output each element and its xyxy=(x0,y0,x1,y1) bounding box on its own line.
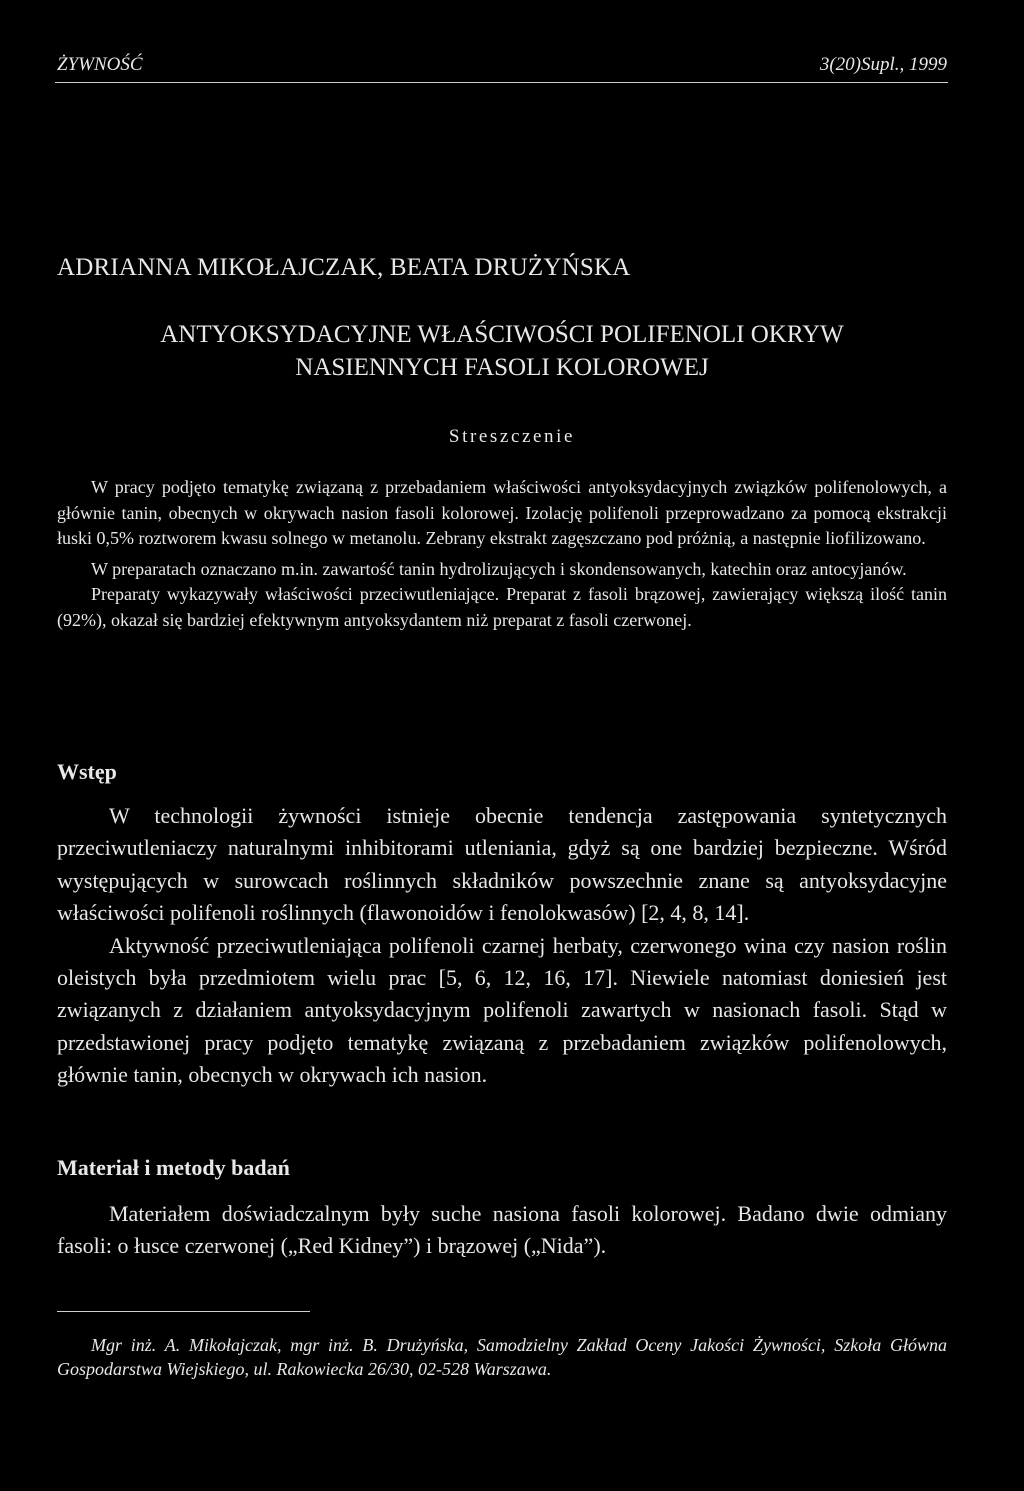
author-footnote xyxy=(57,1333,947,1381)
abstract-paragraph: W preparatach oznaczano m.in. zawartość tanin hydrolizujących i skondensowanych, katechin oraz antocyjanów. xyxy=(91,558,907,579)
abstract-paragraph: Preparaty wykazywały właściwości przeciwutleniające. Preparat z fasoli brązowej, zawierający większą ilość tanin (92%), okazał się bardziej efektywnym antyoksydantem niż preparat z fasoli czerwonej. xyxy=(57,584,947,630)
footnote-text: Mgr inż. A. Mikołajczak, mgr inż. B. Drużyńska, Samodzielny Zakład Oceny Jakości Żywności, Szkoła Główna Gospodarstwa Wiejskiego, ul. Rakowiecka 26/30, 02-528 Warszawa. xyxy=(57,1335,947,1379)
abstract-paragraph: W pracy podjęto tematykę związaną z przebadaniem właściwości antyoksydacyjnych związków polifenolowych, a głównie tanin, obecnych w okrywach nasion fasoli kolorowej. Izolację polifenoli przeprowadzano za pomocą ekstrakcji łuski 0,5% roztworem kwasu solnego w metanolu. Zebrany ekstrakt zagęszczano pod próżnią, a następnie liofilizowano. xyxy=(57,477,947,549)
issue-info: 3(20)Supl., 1999 xyxy=(819,54,947,75)
authors: ADRIANNA MIKOŁAJCZAK, BEATA DRUŻYŃSKA xyxy=(57,254,631,281)
intro-body xyxy=(57,800,947,1092)
abstract xyxy=(57,475,947,634)
body-paragraph: W technologii żywności istnieje obecnie tendencja zastępowania syntetycznych przeciwutleniaczy naturalnymi inhibitorami utleniania, gdyż są one bardziej bezpieczne. Wśród występujących w surowcach roślinnych składników powszechnie znane są antyoksydacyjne właściwości polifenoli roślinnych (flawonoidów i fenolokwasów) [2, 4, 8, 14]. xyxy=(57,803,947,926)
footnote-rule xyxy=(57,1311,310,1312)
journal-name: ŻYWNOŚĆ xyxy=(57,54,143,75)
body-paragraph: Materiałem doświadczalnym były suche nasiona fasoli kolorowej. Badano dwie odmiany fasoli: o łusce czerwonej („Red Kidney”) i brązowej („Nida”). xyxy=(57,1201,947,1259)
methods-body xyxy=(57,1198,947,1263)
abstract-heading: Streszczenie xyxy=(448,426,576,447)
running-header xyxy=(57,53,947,81)
body-paragraph: Aktywność przeciwutleniająca polifenoli czarnej herbaty, czerwonego wina czy nasion roślin oleistych była przedmiotem wielu prac [5, 6, 12, 16, 17]. Niewiele natomiast doniesień jest związanych z działaniem antyoksydacyjnym polifenoli zawartych w nasionach fasoli. Stąd w przedstawionej pracy podjęto tematykę związaną z przebadaniem związków polifenolowych, głównie tanin, obecnych w okrywach ich nasion. xyxy=(57,932,947,1088)
section-heading-methods: Materiał i metody badań xyxy=(57,1155,290,1180)
section-heading-intro: Wstęp xyxy=(57,759,117,784)
header-rule xyxy=(55,82,948,83)
title-line-1: ANTYOKSYDACYJNE WŁAŚCIWOŚCI POLIFENOLI OKRYW xyxy=(160,321,844,348)
title-line-2: NASIENNYCH FASOLI KOLOROWEJ xyxy=(295,354,709,381)
article-title xyxy=(57,318,947,384)
